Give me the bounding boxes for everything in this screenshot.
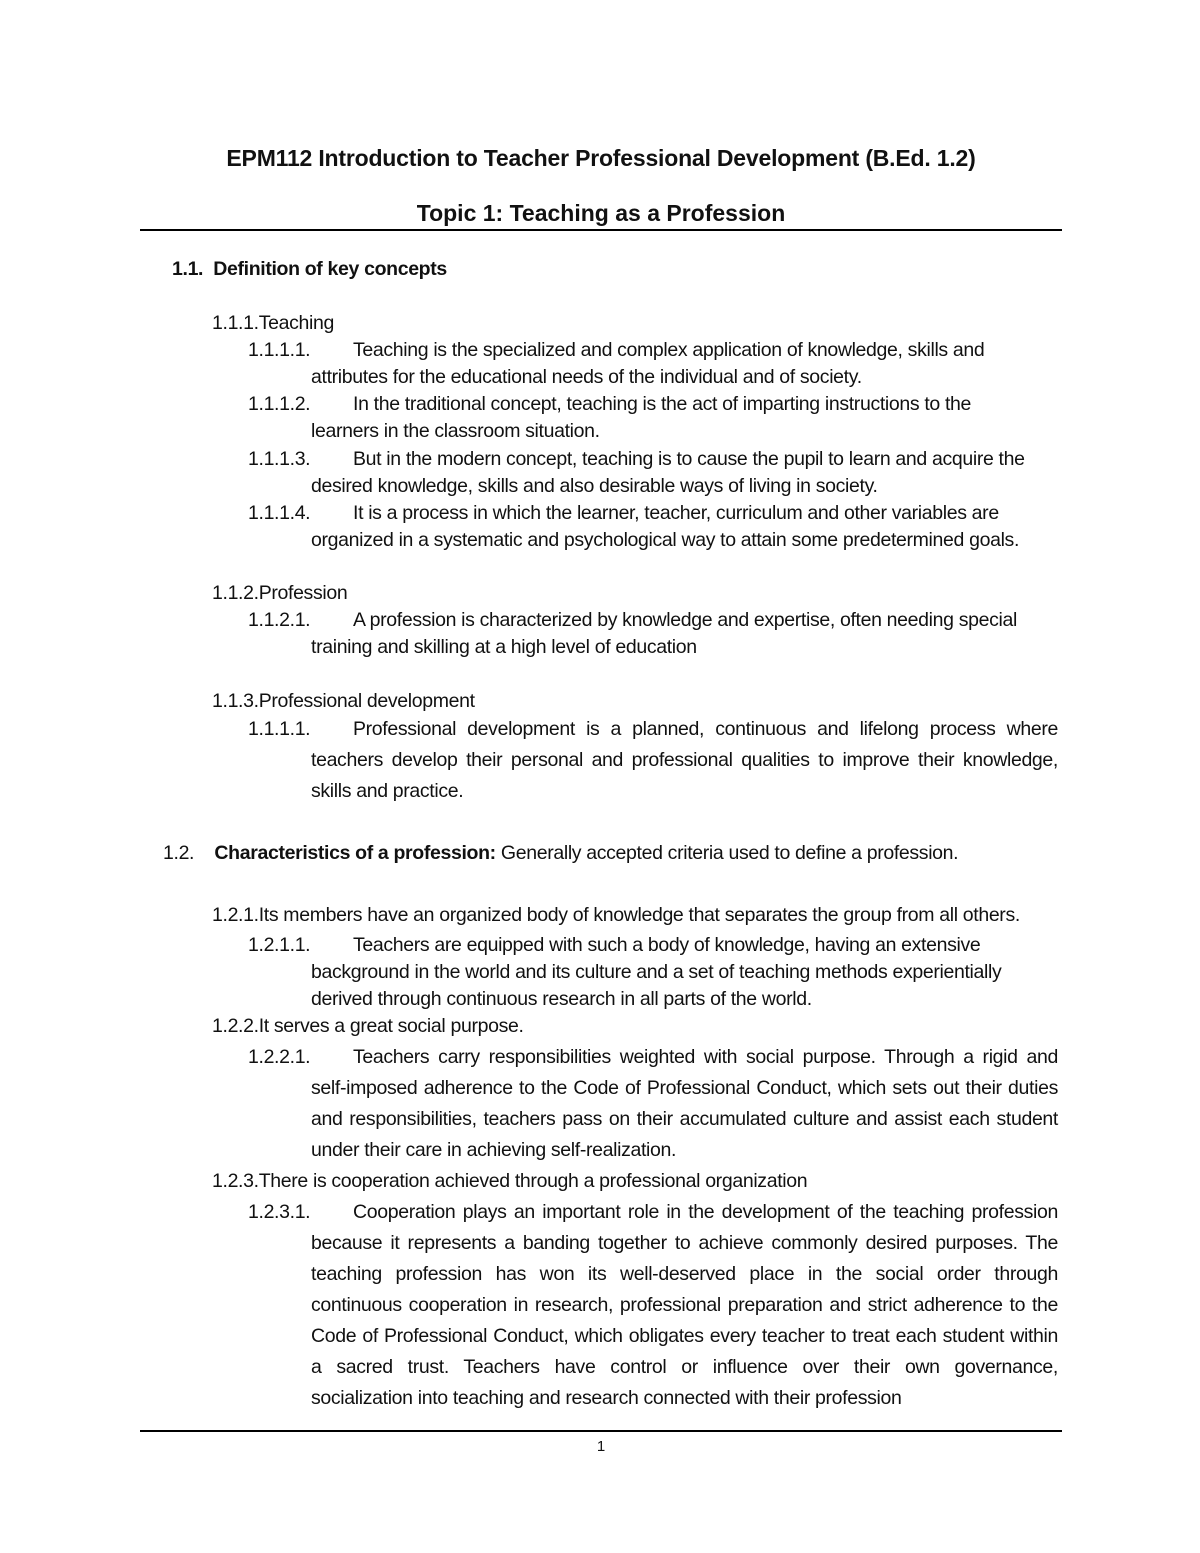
item-number: 1.2.2.1. (248, 1046, 311, 1068)
subsection-title: Professional development (258, 690, 475, 712)
item-number: 1.1.1.2. (248, 393, 311, 415)
section-1-2-heading (163, 840, 958, 866)
item-text-line: Code of Professional Conduct, which obligates every teacher to treat each student within (311, 1325, 1058, 1347)
criterion-3 (212, 1168, 807, 1194)
item-text-line: Teachers carry responsibilities weighted with social purpose. Through a rigid and (353, 1046, 1058, 1068)
item-text-line: A profession is characterized by knowledge and expertise, often needing special (353, 609, 1017, 631)
item-text-line: and responsibilities, teachers pass on their accumulated culture and assist each student (311, 1108, 1058, 1130)
item-text-line: attributes for the educational needs of the individual and of society. (311, 366, 862, 388)
item-text-line: Cooperation plays an important role in the development of the teaching profession (353, 1201, 1058, 1223)
criterion-2 (212, 1013, 524, 1039)
item-text-line: learners in the classroom situation. (311, 420, 600, 442)
subsection-number: 1.1.2. (212, 582, 259, 604)
item-text-line: Teaching is the specialized and complex application of knowledge, skills and (353, 339, 985, 361)
item-number: 1.2.3.1. (248, 1201, 311, 1223)
item-text-line: self-imposed adherence to the Code of Professional Conduct, which sets out their duties (311, 1077, 1058, 1099)
page-number: 1 (596, 1438, 606, 1455)
item-number: 1.2.1.1. (248, 934, 311, 956)
item-text-line: skills and practice. (311, 780, 464, 802)
item-number: 1.1.1.3. (248, 448, 311, 470)
section-title: Characteristics of a profession: (214, 842, 496, 864)
item-text-line: desired knowledge, skills and also desirable ways of living in society. (311, 475, 878, 497)
subsection-number: 1.2.3. (212, 1170, 259, 1192)
subsection-number: 1.2.1. (212, 904, 259, 926)
subsection-title: Profession (258, 582, 348, 604)
subsection-title: It serves a great social purpose. (258, 1015, 524, 1037)
item-number: 1.1.2.1. (248, 609, 311, 631)
item-text-line: socialization into teaching and research connected with their profession (311, 1387, 902, 1409)
topic-title: Topic 1: Teaching as a Profession (416, 200, 786, 226)
subsection-title: Its members have an organized body of knowledge that separates the group from all others. (258, 904, 1020, 926)
item-text-line: In the traditional concept, teaching is the act of imparting instructions to the (353, 393, 972, 415)
section-number: 1.2. (163, 842, 195, 864)
item-text-line: teaching profession has won its well-deserved place in the social order through (311, 1263, 1058, 1285)
subsection-profession (212, 580, 347, 606)
section-number: 1.1. (172, 258, 204, 280)
item-text-line: background in the world and its culture and a set of teaching methods experientially (311, 961, 1002, 983)
item-number: 1.1.1.1. (248, 339, 311, 361)
item-text-line: teachers develop their personal and professional qualities to improve their knowledge, (311, 749, 1058, 771)
section-title: Definition of key concepts (213, 258, 447, 280)
item-text-line: derived through continuous research in all parts of the world. (311, 988, 812, 1010)
subsection-professional-development (212, 688, 475, 714)
section-intro: Generally accepted criteria used to define a profession. (500, 842, 959, 864)
subsection-number: 1.1.3. (212, 690, 259, 712)
item-number: 1.1.1.1. (248, 718, 311, 740)
item-number: 1.1.1.4. (248, 502, 311, 524)
header-divider (140, 229, 1062, 231)
criterion-1 (212, 902, 1020, 928)
item-text-line: organized in a systematic and psychological way to attain some predetermined goals. (311, 529, 1020, 551)
item-text-line: It is a process in which the learner, teacher, curriculum and other variables are (353, 502, 999, 524)
subsection-teaching (212, 310, 334, 336)
item-text-line: a sacred trust. Teachers have control or influence over their own governance, (311, 1356, 1058, 1378)
document-title: EPM112 Introduction to Teacher Professional Development (B.Ed. 1.2) (226, 145, 976, 171)
item-text-line: But in the modern concept, teaching is to cause the pupil to learn and acquire the (353, 448, 1025, 470)
subsection-number: 1.1.1. (212, 312, 259, 334)
subsection-title: There is cooperation achieved through a professional organization (258, 1170, 808, 1192)
item-text-line: continuous cooperation in research, professional preparation and strict adherence to the (311, 1294, 1058, 1316)
item-text-line: training and skilling at a high level of education (311, 636, 697, 658)
item-text-line: because it represents a banding together to achieve commonly desired purposes. The (311, 1232, 1058, 1254)
section-1-1-heading (172, 256, 447, 282)
subsection-number: 1.2.2. (212, 1015, 259, 1037)
item-text-line: Professional development is a planned, continuous and lifelong process where (353, 718, 1058, 740)
subsection-title: Teaching (258, 312, 334, 334)
item-text-line: under their care in achieving self-realization. (311, 1139, 677, 1161)
footer-divider (140, 1430, 1062, 1432)
item-text-line: Teachers are equipped with such a body of knowledge, having an extensive (353, 934, 981, 956)
